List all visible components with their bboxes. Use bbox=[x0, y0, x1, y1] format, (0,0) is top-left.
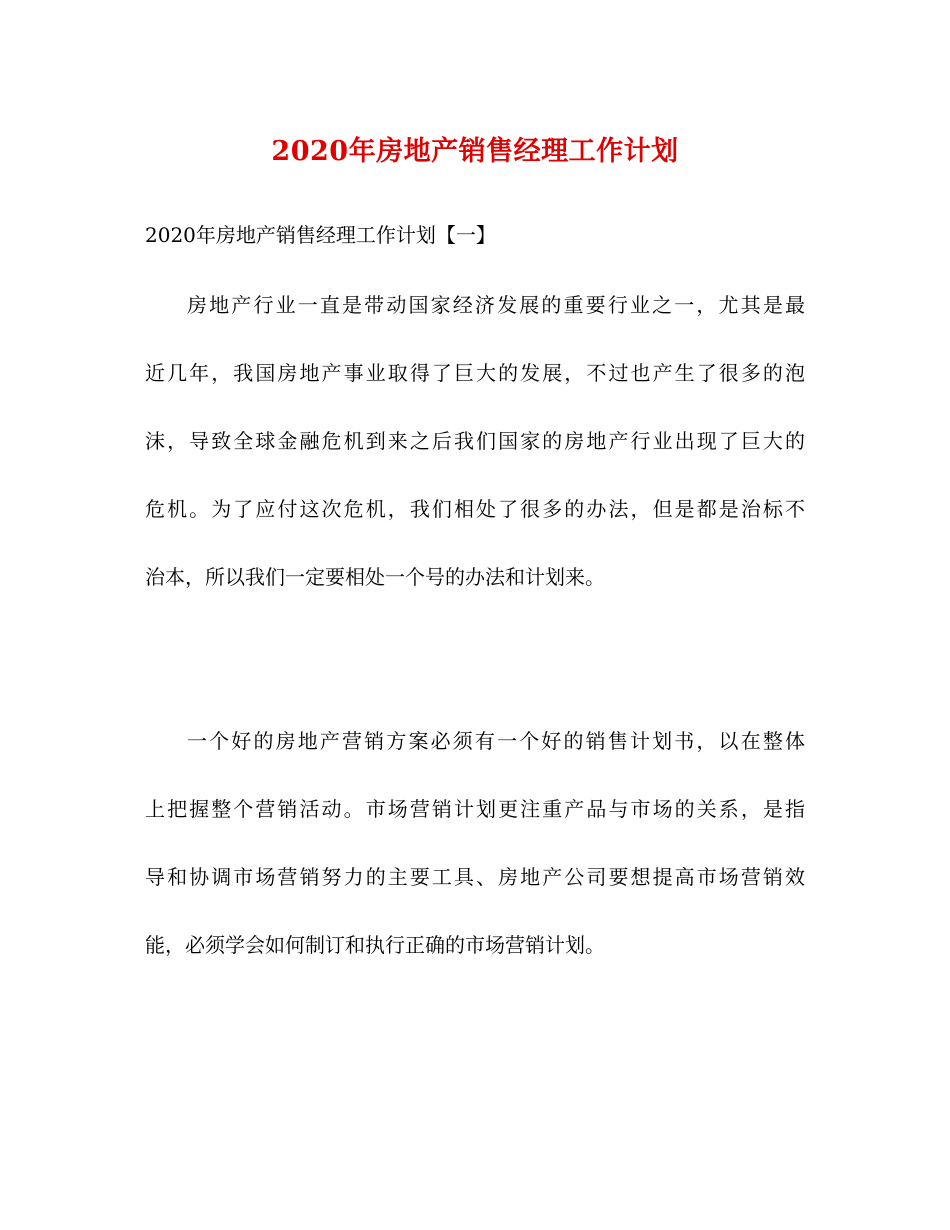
paragraph-line: 治本，所以我们一定要相处一个号的办法和计划来。 bbox=[145, 565, 605, 589]
paragraph-line: 沫，导致全球金融危机到来之后我们国家的房地产行业出现了巨大的 bbox=[145, 429, 805, 453]
paragraph-line: 导和协调市场营销努力的主要工具、房地产公司要想提高市场营销效 bbox=[145, 865, 805, 889]
paragraph-line: 一个好的房地产营销方案必须有一个好的销售计划书，以在整体 bbox=[187, 729, 805, 753]
paragraph-2 bbox=[145, 726, 805, 998]
paragraph-line: 房地产行业一直是带动国家经济发展的重要行业之一，尤其是最 bbox=[187, 293, 805, 317]
paragraph-line: 危机。为了应付这次危机，我们相处了很多的办法，但是都是治标不 bbox=[145, 497, 805, 521]
section-heading: 2020年房地产销售经理工作计划【一】 bbox=[145, 223, 496, 247]
paragraph-line: 能，必须学会如何制订和执行正确的市场营销计划。 bbox=[145, 933, 605, 957]
paragraph-1 bbox=[145, 290, 805, 630]
paragraph-line: 上把握整个营销活动。市场营销计划更注重产品与市场的关系，是指 bbox=[145, 797, 805, 821]
document-title: 2020年房地产销售经理工作计划 bbox=[271, 136, 679, 167]
paragraph-line: 近几年，我国房地产事业取得了巨大的发展，不过也产生了很多的泡 bbox=[145, 361, 805, 385]
